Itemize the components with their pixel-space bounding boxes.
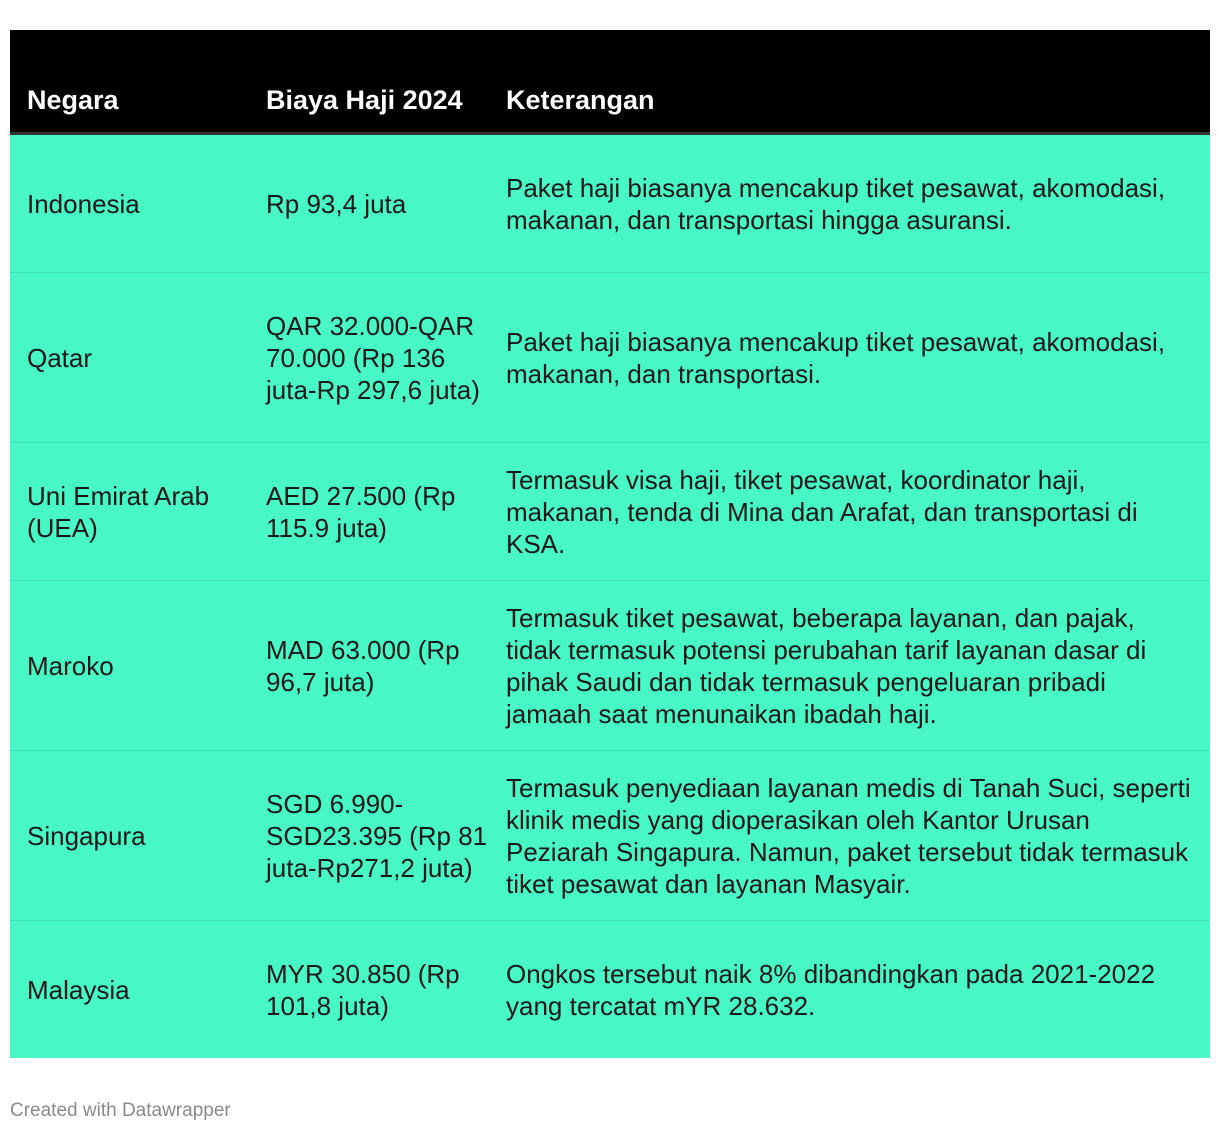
cell-keterangan: Ongkos tersebut naik 8% dibandingkan pada 2021-2022 yang tercatat mYR 28.632. (506, 958, 1156, 1021)
table-row (10, 273, 1210, 443)
cell-negara: Indonesia (27, 188, 140, 219)
hajj-cost-table (10, 30, 1210, 1058)
cell-negara: Uni Emirat Arab (UEA) (27, 480, 210, 543)
cell-keterangan: Termasuk penyediaan layanan medis di Tanah Suci, seperti klinik medis yang dioperasikan oleh Kantor Urusan Peziarah Singapura. Namun, paket tersebut tidak termasuk tiket pesawat dan layanan Masyair. (506, 772, 1191, 899)
cell-keterangan: Paket haji biasanya mencakup tiket pesawat, akomodasi, makanan, dan transportasi hingga asuransi. (506, 172, 1166, 235)
table-row (10, 751, 1210, 921)
column-header-negara: Negara (27, 85, 119, 115)
table-row (10, 581, 1210, 751)
cell-negara: Maroko (27, 650, 114, 681)
cell-biaya: SGD 6.990-SGD23.395 (Rp 81 juta-Rp271,2 juta) (266, 788, 488, 883)
column-header-biaya: Biaya Haji 2024 (266, 85, 463, 115)
cell-biaya: Rp 93,4 juta (266, 188, 407, 219)
cell-biaya: MAD 63.000 (Rp 96,7 juta) (266, 634, 460, 697)
cell-negara: Singapura (27, 820, 146, 851)
datawrapper-credit: Created with Datawrapper (10, 1100, 231, 1121)
cell-keterangan: Paket haji biasanya mencakup tiket pesawat, akomodasi, makanan, dan transportasi. (506, 326, 1166, 389)
cell-biaya: QAR 32.000-QAR 70.000 (Rp 136 juta-Rp 297,6 juta) (266, 310, 480, 405)
table-row (10, 443, 1210, 581)
cell-biaya: AED 27.500 (Rp 115.9 juta) (266, 480, 456, 543)
table-header (10, 30, 1210, 135)
cell-keterangan: Termasuk visa haji, tiket pesawat, koordinator haji, makanan, tenda di Mina dan Arafat, dan transportasi di KSA. (506, 464, 1138, 559)
cell-negara: Qatar (27, 342, 93, 373)
cell-biaya: MYR 30.850 (Rp 101,8 juta) (266, 958, 460, 1021)
cell-negara: Malaysia (27, 974, 130, 1005)
table-row (10, 135, 1210, 273)
cell-keterangan: Termasuk tiket pesawat, beberapa layanan, dan pajak, tidak termasuk potensi perubahan tarif layanan dasar di pihak Saudi dan tidak termasuk pengeluaran pribadi jamaah saat menunaikan ibadah haji. (506, 602, 1147, 729)
column-header-keterangan: Keterangan (506, 85, 655, 115)
table-row (10, 921, 1210, 1058)
